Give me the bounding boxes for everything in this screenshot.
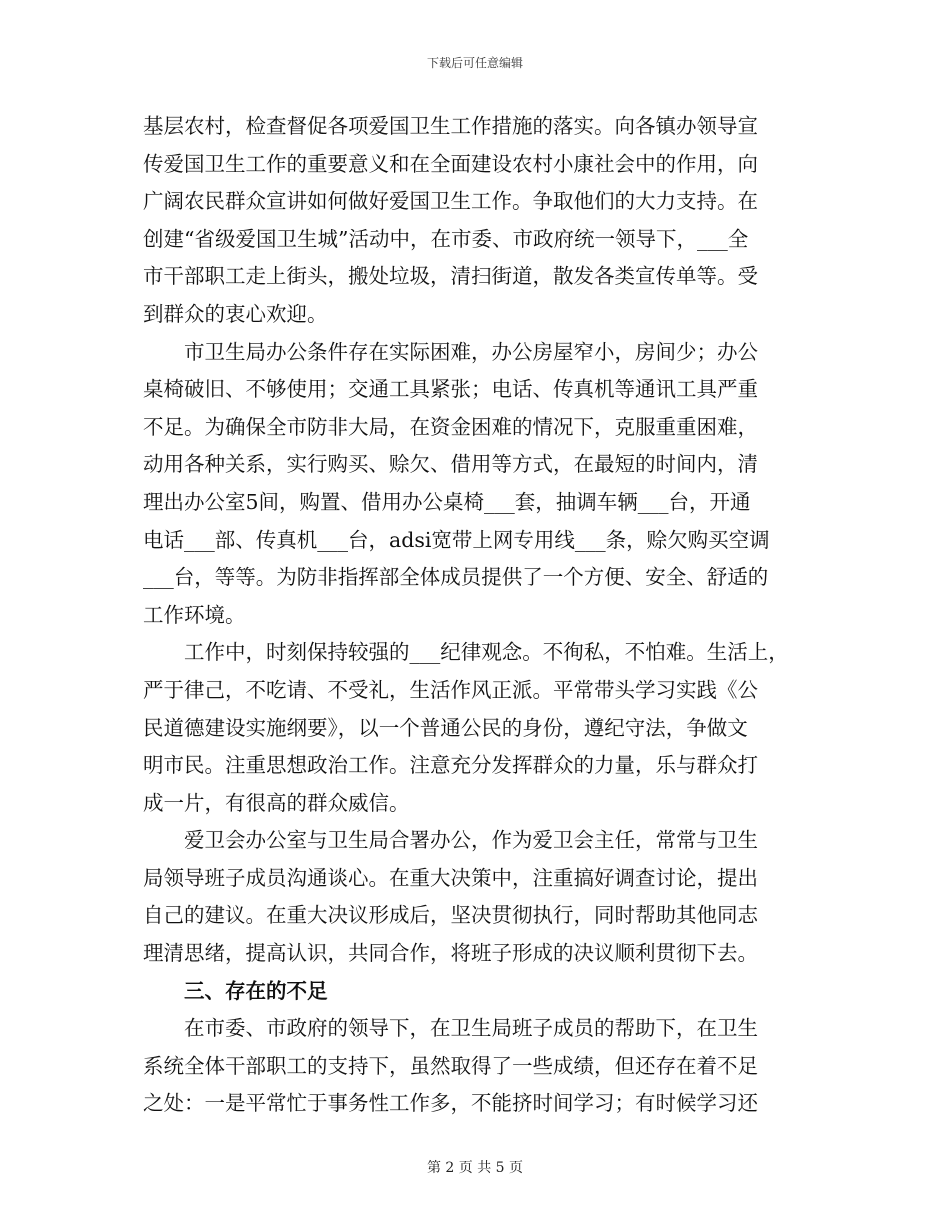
text-line: 电话___部、传真机___台，adsi宽带上网专用线___条，赊欠购买空调 — [143, 527, 770, 552]
section-heading: 三、存在的不足 — [184, 978, 328, 1003]
text-line: 成一片，有很高的群众威信。 — [143, 790, 410, 815]
page-header: 下载后可任意编辑 — [426, 56, 523, 70]
text-line: 工作中，时刻保持较强的___纪律观念。不徇私，不怕难。生活上， — [184, 640, 789, 665]
text-line: 桌椅破旧、不够使用；交通工具紧张；电话、传真机等通讯工具严重 — [143, 377, 758, 402]
text-line: 之处：一是平常忙于事务性工作多，不能挤时间学习；有时候学习还 — [143, 1091, 758, 1116]
document-body — [143, 108, 833, 1123]
text-line: 理清思绪，提高认识，共同合作，将班子形成的决议顺利贯彻下去。 — [143, 941, 758, 966]
text-line: 市卫生局办公条件存在实际困难，办公房屋窄小，房间少；办公 — [184, 339, 758, 364]
page-footer: 第 2 页 共 5 页 — [426, 1160, 524, 1176]
text-line: 理出办公室5间，购置、借用办公桌椅___套，抽调车辆___台，开通 — [143, 489, 751, 514]
text-line: 爱卫会办公室与卫生局合署办公，作为爱卫会主任，常常与卫生 — [184, 828, 758, 853]
text-line: 自己的建议。在重大决议形成后，坚决贯彻执行，同时帮助其他同志 — [143, 903, 758, 928]
text-line: 广阔农民群众宣讲如何做好爱国卫生工作。争取他们的大力支持。在 — [143, 189, 758, 214]
text-line: 创建“省级爱国卫生城”活动中，在市委、市政府统一领导下，___全 — [143, 226, 749, 251]
text-line: 到群众的衷心欢迎。 — [143, 301, 328, 326]
text-line: 在市委、市政府的领导下，在卫生局班子成员的帮助下，在卫生 — [184, 1016, 758, 1041]
text-line: 动用各种关系，实行购买、赊欠、借用等方式，在最短的时间内，清 — [143, 452, 758, 477]
text-line: 明市民。注重思想政治工作。注意充分发挥群众的力量，乐与群众打 — [143, 753, 758, 778]
text-line: 基层农村，检查督促各项爱国卫生工作措施的落实。向各镇办领导宣 — [143, 114, 758, 138]
text-line: 工作环境。 — [143, 602, 246, 627]
text-line: 系统全体干部职工的支持下，虽然取得了一些成绩，但还存在着不足 — [143, 1053, 758, 1078]
text-line: 不足。为确保全市防非大局，在资金困难的情况下，克服重重困难， — [143, 414, 758, 439]
text-line: ___台，等等。为防非指挥部全体成员提供了一个方便、安全、舒适的 — [143, 565, 769, 590]
text-line: 市干部职工走上街头，搬处垃圾，清扫街道，散发各类宣传单等。受 — [143, 264, 758, 289]
text-line: 严于律己，不吃请、不受礼，生活作风正派。平常带头学习实践《公 — [143, 677, 758, 702]
text-line: 局领导班子成员沟通谈心。在重大决策中，注重搞好调查讨论，提出 — [143, 865, 758, 890]
text-line: 传爱国卫生工作的重要意义和在全面建设农村小康社会中的作用，向 — [143, 151, 758, 176]
text-line: 民道德建设实施纲要》，以一个普通公民的身份，遵纪守法，争做文 — [143, 715, 748, 740]
